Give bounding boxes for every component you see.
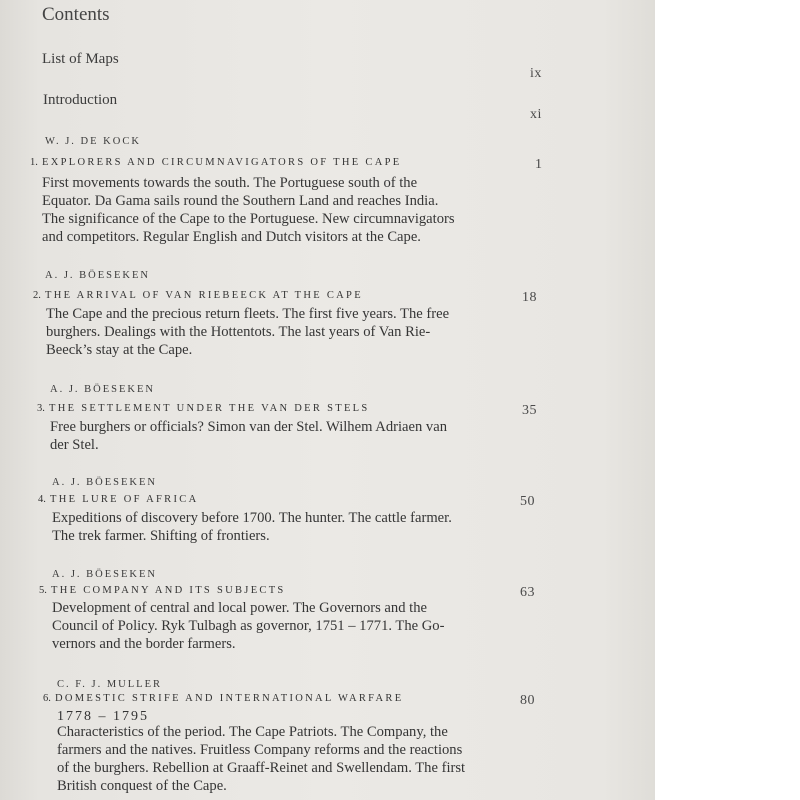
chapter-6-page: 80 bbox=[520, 693, 535, 708]
chapter-3-number: 3. bbox=[37, 403, 45, 414]
chapter-1-description bbox=[42, 174, 512, 246]
chapter-1-page: 1 bbox=[535, 157, 543, 172]
chapter-4-line-1: Expeditions of discovery before 1700. The hunter. The cattle farmer. bbox=[52, 510, 452, 526]
chapter-3-page: 35 bbox=[522, 403, 537, 418]
chapter-1-line-3: The significance of the Cape to the Portuguese. New circumnavigators bbox=[42, 211, 455, 227]
chapter-6-author: C. F. J. MULLER bbox=[57, 679, 163, 690]
chapter-6-title: DOMESTIC STRIFE AND INTERNATIONAL WARFARE bbox=[55, 693, 404, 704]
chapter-5-author: A. J. BÖESEKEN bbox=[52, 569, 158, 580]
chapter-5-number: 5. bbox=[39, 585, 47, 596]
front-item-introduction-page: xi bbox=[530, 107, 542, 122]
chapter-4-line-2: The trek farmer. Shifting of frontiers. bbox=[52, 528, 270, 544]
chapter-2-line-2: burghers. Dealings with the Hottentots. The last years of Van Rie- bbox=[46, 324, 431, 340]
chapter-3-heading bbox=[37, 403, 370, 414]
chapter-1-title: EXPLORERS AND CIRCUMNAVIGATORS OF THE CAPE bbox=[42, 157, 402, 168]
chapter-5-line-2: Council of Policy. Ryk Tulbagh as governor, 1751 – 1771. The Go- bbox=[52, 618, 445, 634]
chapter-5-line-1: Development of central and local power. The Governors and the bbox=[52, 600, 427, 616]
chapter-2-description bbox=[46, 305, 516, 359]
front-item-introduction: Introduction bbox=[43, 92, 118, 108]
chapter-6-line-3: of the burghers. Rebellion at Graaff-Reinet and Swellendam. The first bbox=[57, 760, 466, 776]
chapter-3-title: THE SETTLEMENT UNDER THE VAN DER STELS bbox=[49, 403, 370, 414]
chapter-3-description bbox=[50, 418, 520, 454]
chapter-4-author: A. J. BÖESEKEN bbox=[52, 477, 158, 488]
chapter-3-author: A. J. BÖESEKEN bbox=[50, 384, 156, 395]
chapter-1-line-1: First movements towards the south. The Portuguese south of the bbox=[42, 175, 418, 191]
chapter-3-line-1: Free burghers or officials? Simon van der Stel. Wilhem Adriaen van bbox=[50, 419, 448, 435]
chapter-1-line-4: and competitors. Regular English and Dutch visitors at the Cape. bbox=[42, 229, 421, 245]
chapter-2-author: A. J. BÖESEKEN bbox=[45, 270, 151, 281]
chapter-2-line-1: The Cape and the precious return fleets. The first five years. The free bbox=[46, 306, 450, 322]
chapter-2-page: 18 bbox=[522, 290, 537, 305]
chapter-4-number: 4. bbox=[38, 494, 46, 505]
chapter-3-line-2: der Stel. bbox=[50, 437, 99, 453]
chapter-2-number: 2. bbox=[33, 290, 41, 301]
chapter-5-line-3: vernors and the border farmers. bbox=[52, 636, 236, 652]
chapter-1-heading bbox=[30, 157, 401, 168]
chapter-4-title: THE LURE OF AFRICA bbox=[50, 494, 199, 505]
chapter-6-description bbox=[57, 723, 527, 795]
front-item-list-of-maps: List of Maps bbox=[42, 51, 119, 67]
chapter-6-number: 6. bbox=[43, 693, 51, 704]
chapter-5-description bbox=[52, 599, 522, 653]
chapter-2-heading bbox=[33, 290, 363, 301]
chapter-5-title: THE COMPANY AND ITS SUBJECTS bbox=[51, 585, 286, 596]
chapter-2-line-3: Beeck’s stay at the Cape. bbox=[46, 342, 193, 358]
chapter-6-line-4: British conquest of the Cape. bbox=[57, 778, 227, 794]
chapter-6-line-2: farmers and the natives. Fruitless Company reforms and the reactions bbox=[57, 742, 463, 758]
chapter-5-heading bbox=[39, 585, 286, 596]
chapter-4-heading bbox=[38, 494, 198, 505]
chapter-1-number: 1. bbox=[30, 157, 38, 168]
front-item-list-of-maps-page: ix bbox=[530, 66, 542, 81]
chapter-1-author: W. J. DE KOCK bbox=[45, 136, 141, 147]
chapter-6-line-1: Characteristics of the period. The Cape Patriots. The Company, the bbox=[57, 724, 448, 740]
chapter-6-subtitle: 1778 – 1795 bbox=[57, 709, 149, 724]
chapter-4-page: 50 bbox=[520, 494, 535, 509]
chapter-2-title: THE ARRIVAL OF VAN RIEBEECK AT THE CAPE bbox=[45, 290, 363, 301]
contents-title: Contents bbox=[42, 4, 110, 25]
chapter-6-heading bbox=[43, 693, 403, 704]
chapter-5-page: 63 bbox=[520, 585, 535, 600]
chapter-1-line-2: Equator. Da Gama sails round the Southern Land and reaches India. bbox=[42, 193, 439, 209]
chapter-4-description bbox=[52, 509, 522, 545]
